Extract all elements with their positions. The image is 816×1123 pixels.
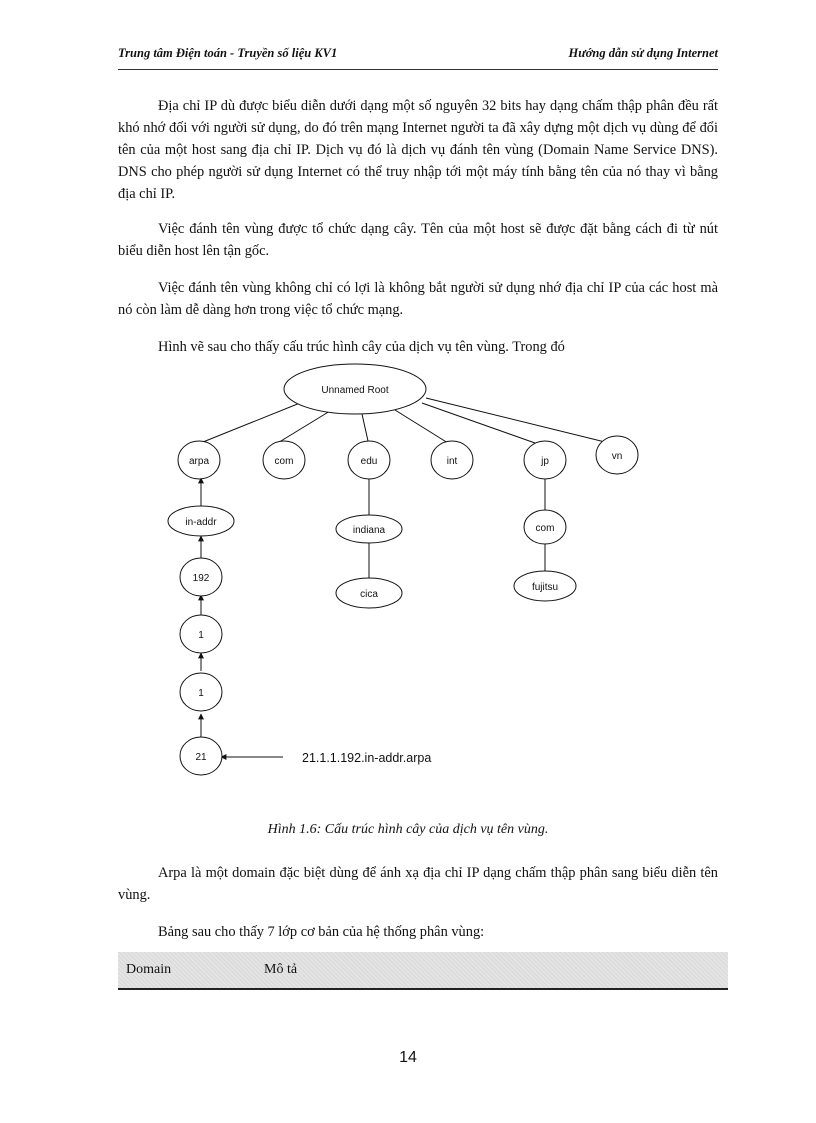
header-divider xyxy=(118,69,718,70)
table-header-row xyxy=(118,952,728,990)
figure-caption: Hình 1.6: Cấu trúc hình cây của dịch vụ tên vùng. xyxy=(267,822,549,837)
label-jp: jp xyxy=(541,456,549,467)
paragraph-table-intro xyxy=(118,921,718,943)
paragraph-benefits xyxy=(118,277,718,321)
paragraph-text: Việc đánh tên vùng được tổ chức dạng cây. Tên của một host sẽ được đặt bằng cách đi từ nút biểu diễn host lên tận gốc. xyxy=(118,221,718,259)
paragraph-text: Địa chỉ IP dù được biểu diễn dưới dạng một số nguyên 32 bits hay dạng chấm thập phân đều rất khó nhớ đối với người sử dụng, do đó trên mạng Internet người ta đã xây dựng một dịch vụ dùng để đổi tên của một host sang địa chỉ IP. Dịch vụ đó là dịch vụ đánh tên vùng (Domain Name Service DNS). DNS cho phép người sử dụng Internet có thể truy nhập tới một máy tính bằng tên của nó thay vì bằng địa chỉ IP. xyxy=(118,98,718,202)
label-arpa: arpa xyxy=(188,456,210,467)
edge-root-arpa xyxy=(198,403,300,444)
edge-root-com xyxy=(276,411,330,444)
page-header xyxy=(118,46,718,66)
label-com: com xyxy=(274,456,294,467)
label-annotation: 21.1.1.192.in-addr.arpa xyxy=(302,751,432,765)
page-number: 14 xyxy=(399,1049,417,1066)
label-1b: 1 xyxy=(198,688,204,699)
header-left-title: Trung tâm Điện toán - Truyền số liệu KV1 xyxy=(118,46,338,60)
label-192: 192 xyxy=(192,573,210,584)
label-1a: 1 xyxy=(198,630,204,641)
paragraph-dns-intro xyxy=(118,95,718,205)
table-header-domain: Domain xyxy=(126,962,172,977)
label-edu: edu xyxy=(360,456,378,467)
paragraph-figure-intro xyxy=(118,336,718,358)
edge-root-edu xyxy=(362,414,368,441)
paragraph-arpa xyxy=(118,862,718,906)
label-cica: cica xyxy=(360,589,378,600)
label-in-addr: in-addr xyxy=(185,517,217,528)
paragraph-text: Bảng sau cho thấy 7 lớp cơ bản của hệ thống phân vùng: xyxy=(158,924,485,940)
label-indiana: indiana xyxy=(352,525,386,536)
header-right-title: Hướng dẫn sử dụng Internet xyxy=(568,46,718,60)
label-root: Unnamed Root xyxy=(321,385,389,396)
label-int: int xyxy=(446,456,458,467)
label-jp-com: com xyxy=(535,523,555,534)
edge-root-vn xyxy=(426,398,605,442)
label-vn: vn xyxy=(611,451,623,462)
paragraph-text: Việc đánh tên vùng không chỉ có lợi là không bắt người sử dụng nhớ địa chỉ IP của các host mà nó còn làm dễ dàng hơn trong việc tổ chức mạng. xyxy=(118,280,718,318)
label-21: 21 xyxy=(195,752,207,763)
table-header-description: Mô tả xyxy=(264,962,298,977)
paragraph-tree-organization xyxy=(118,218,718,262)
dns-tree-diagram xyxy=(0,360,816,790)
label-fujitsu: fujitsu xyxy=(531,582,559,593)
edge-root-int xyxy=(395,410,448,443)
paragraph-text: Arpa là một domain đặc biệt dùng để ánh xạ địa chỉ IP dạng chấm thập phân sang biểu diễn tên vùng. xyxy=(118,865,718,903)
paragraph-text: Hình vẽ sau cho thấy cấu trúc hình cây của dịch vụ tên vùng. Trong đó xyxy=(158,339,565,355)
